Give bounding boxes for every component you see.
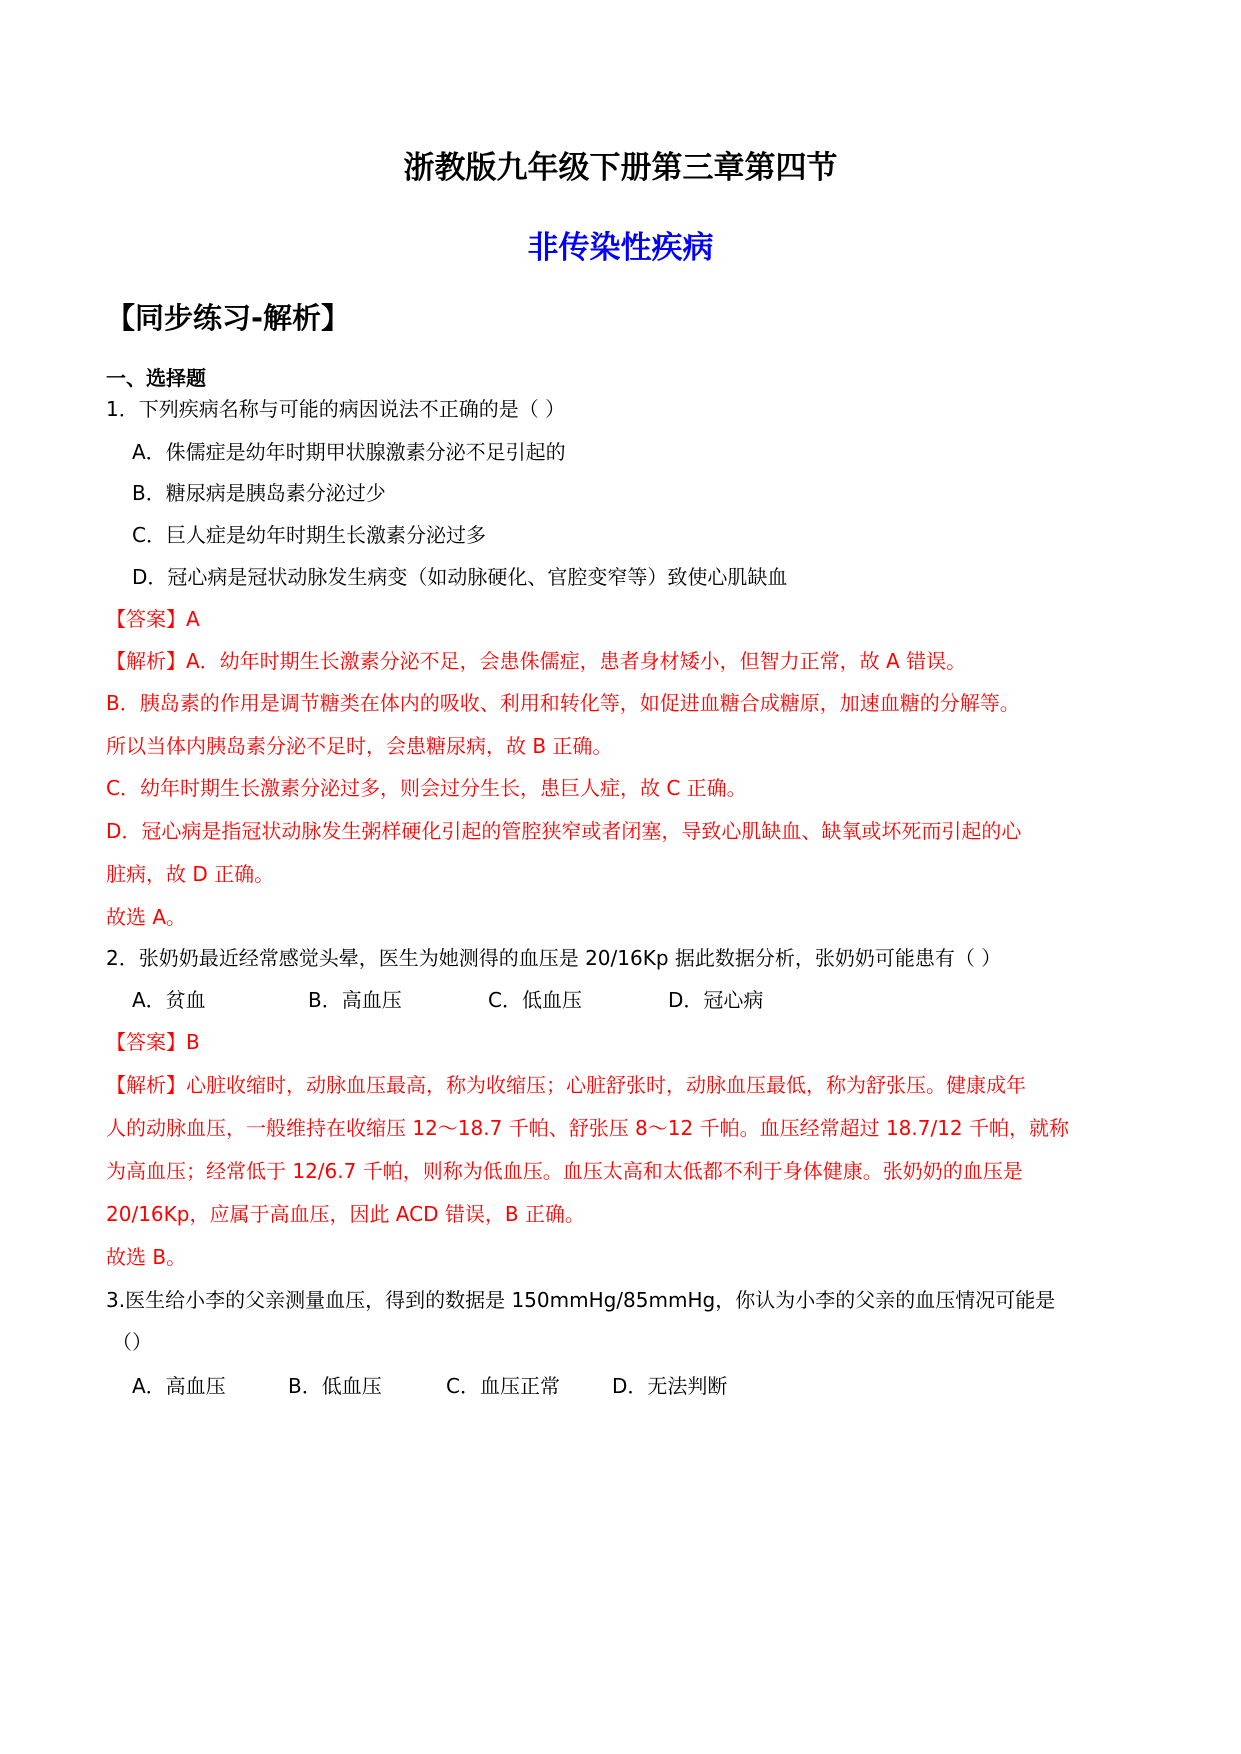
- q2-analysis-line: 为高血压；经常低于 12/6.7 千帕，则称为低血压。血压太高和太低都不利于身体健康。张奶奶的血压是: [106, 1159, 1023, 1183]
- q2-analysis-line: 20/16Kp，应属于高血压，因此 ACD 错误，B 正确。: [106, 1202, 585, 1226]
- q2-option-d: D．冠心病: [668, 988, 764, 1012]
- q1-option-d: D．冠心病是冠状动脉发生病变（如动脉硬化、官腔变窄等）致使心肌缺血: [132, 565, 788, 589]
- q1-conclusion: 故选 A。: [106, 905, 187, 929]
- q1-option-c: C．巨人症是幼年时期生长激素分泌过多: [132, 523, 486, 547]
- page-title: 浙教版九年级下册第三章第四节: [403, 150, 838, 186]
- q1-option-b: B．糖尿病是胰岛素分泌过少: [132, 481, 386, 505]
- q3-option-a: A．高血压: [132, 1374, 226, 1398]
- q2-conclusion: 故选 B。: [106, 1245, 187, 1269]
- q2-option-a: A．贫血: [132, 988, 206, 1012]
- q2-option-b: B．高血压: [308, 988, 402, 1012]
- q2-analysis-line: 人的动脉血压，一般维持在收缩压 12～18.7 千帕、舒张压 8～12 千帕。血压经常超过 18.7/12 千帕，就称: [106, 1116, 1070, 1140]
- q3-stem-blank: （）: [112, 1330, 152, 1354]
- q1-analysis-line: C．幼年时期生长激素分泌过多，则会过分生长，患巨人症，故 C 正确。: [106, 776, 747, 800]
- q1-stem: 1．下列疾病名称与可能的病因说法不正确的是（ ）: [106, 397, 566, 421]
- q1-analysis-line: 所以当体内胰岛素分泌不足时，会患糖尿病，故 B 正确。: [106, 734, 613, 758]
- q1-answer: 【答案】A: [106, 607, 200, 631]
- q3-stem: 3.医生给小李的父亲测量血压，得到的数据是 150mmHg/85mmHg，你认为小李的父亲的血压情况可能是: [106, 1288, 1056, 1312]
- q3-option-c: C．血压正常: [446, 1374, 560, 1398]
- part-heading: 一、选择题: [106, 366, 206, 390]
- q2-stem: 2．张奶奶最近经常感觉头晕，医生为她测得的血压是 20/16Kp 据此数据分析，张奶奶可能患有（ ）: [106, 946, 1002, 970]
- q2-analysis-line: 【解析】心脏收缩时，动脉血压最高，称为收缩压；心脏舒张时，动脉血压最低，称为舒张压。健康成年: [106, 1073, 1026, 1097]
- q1-analysis-line: B．胰岛素的作用是调节糖类在体内的吸收、利用和转化等，如促进血糖合成糖原，加速血糖的分解等。: [106, 691, 1020, 715]
- q1-analysis-line: 【解析】A．幼年时期生长激素分泌不足，会患侏儒症，患者身材矮小，但智力正常，故 A 错误。: [106, 649, 967, 673]
- q2-option-c: C．低血压: [488, 988, 582, 1012]
- section-heading: 【同步练习-解析】: [106, 301, 351, 335]
- q1-option-a: A．侏儒症是幼年时期甲状腺激素分泌不足引起的: [132, 440, 566, 464]
- q1-analysis-line: 脏病，故 D 正确。: [106, 862, 275, 886]
- q2-answer: 【答案】B: [106, 1030, 200, 1054]
- q3-option-b: B．低血压: [288, 1374, 382, 1398]
- q3-option-d: D．无法判断: [612, 1374, 728, 1398]
- page-subtitle: 非传染性疾病: [527, 230, 714, 266]
- q1-analysis-line: D．冠心病是指冠状动脉发生粥样硬化引起的管腔狭窄或者闭塞，导致心肌缺血、缺氧或坏死而引起的心: [106, 819, 1022, 843]
